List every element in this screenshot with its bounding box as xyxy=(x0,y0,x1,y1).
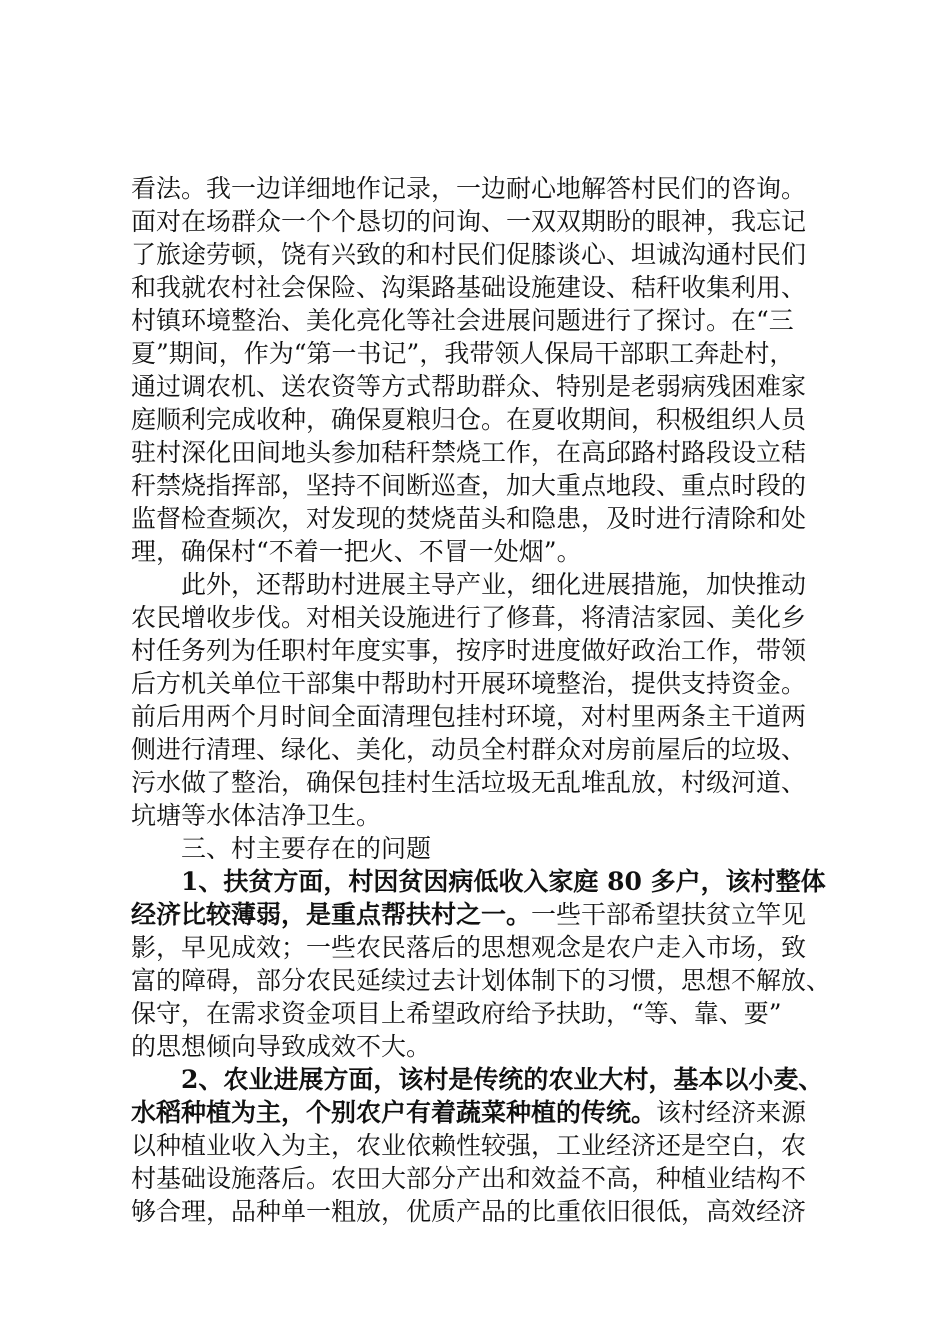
text-line: 通过调农机、送农资等方式帮助群众、特别是老弱病残困难家 xyxy=(131,372,807,401)
text-line: 面对在场群众一个个恳切的问询、一双双期盼的眼神，我忘记 xyxy=(131,207,807,236)
text-line: 理，确保村“不着一把火、不冒一处烟”。 xyxy=(131,537,582,566)
text-line: 后方机关单位干部集中帮助村开展环境整治，提供支持资金。 xyxy=(131,669,807,698)
text-line xyxy=(131,1096,836,1129)
text-line: 2、农业进展方面，该村是传统的农业大村，基本以小麦、 xyxy=(181,1065,824,1094)
text-line: 够合理，品种单一粗放，优质产品的比重依旧很低，高效经济 xyxy=(131,1197,807,1226)
text-line: 坑塘等水体洁净卫生。 xyxy=(131,801,382,830)
paragraph-2 xyxy=(131,568,836,832)
text-line: 夏”期间，作为“第一书记”，我带领人保局干部职工奔赴村， xyxy=(131,339,795,368)
text-line: 庭顺利完成收种，确保夏粮归仓。在夏收期间，积极组织人员 xyxy=(131,405,807,434)
text-line: 监督检查频次，对发现的焚烧苗头和隐患，及时进行清除和处 xyxy=(131,504,807,533)
issue-item-1 xyxy=(131,865,836,1063)
text-line: 看法。我一边详细地作记录，一边耐心地解答村民们的咨询。 xyxy=(131,174,807,203)
text-line: 村镇环境整治、美化亮化等社会进展问题进行了探讨。在“三 xyxy=(131,306,794,335)
bold-text: 水稻种植为主，个别农户有着蔬菜种植的传统。 xyxy=(131,1098,657,1127)
text-line: 前后用两个月时间全面清理包挂村环境，对村里两条主干道两 xyxy=(131,702,807,731)
section-heading: 三、村主要存在的问题 xyxy=(181,834,432,863)
text-line: 以种植业收入为主，农业依赖性较强，工业经济还是空白，农 xyxy=(131,1131,807,1160)
text-line: 驻村深化田间地头参加秸秆禁烧工作，在高邱路村路段设立秸 xyxy=(131,438,807,467)
text-line: 影，早见成效；一些农民落后的思想观念是农户走入市场，致 xyxy=(131,933,807,962)
bold-text: 经济比较薄弱，是重点帮扶村之一。 xyxy=(131,900,532,929)
text-line: 保守，在需求资金项目上希望政府给予扶助，“等、靠、要” xyxy=(131,999,782,1028)
text-line xyxy=(131,898,836,931)
text-line: 此外，还帮助村进展主导产业，细化进展措施，加快推动 xyxy=(181,570,807,599)
text-line: 农民增收步伐。对相关设施进行了修葺，将清洁家园、美化乡 xyxy=(131,603,807,632)
text-line: 和我就农村社会保险、沟渠路基础设施建设、秸秆收集利用、 xyxy=(131,273,807,302)
issue-item-2 xyxy=(131,1063,836,1228)
text-line: 污水做了整治，确保包挂村生活垃圾无乱堆乱放，村级河道、 xyxy=(131,768,807,797)
text-line: 秆禁烧指挥部，坚持不间断巡查，加大重点地段、重点时段的 xyxy=(131,471,807,500)
text-line: 侧进行清理、绿化、美化，动员全村群众对房前屋后的垃圾、 xyxy=(131,735,807,764)
text-line: 的思想倾向导致成效不大。 xyxy=(131,1032,432,1061)
plain-text: 一些干部希望扶贫立竿见 xyxy=(531,900,807,929)
paragraph-1 xyxy=(131,172,836,568)
text-line: 1、扶贫方面，村因贫因病低收入家庭 80 多户，该村整体 xyxy=(181,867,826,896)
plain-text: 该村经济来源 xyxy=(656,1098,807,1127)
document-body xyxy=(131,172,836,1228)
text-line: 村基础设施落后。农田大部分产出和效益不高，种植业结构不 xyxy=(131,1164,807,1193)
text-line: 村任务列为任职村年度实事，按序时进度做好政治工作，带领 xyxy=(131,636,807,665)
text-line: 了旅途劳顿，饶有兴致的和村民们促膝谈心、坦诚沟通村民们 xyxy=(131,240,807,269)
text-line: 富的障碍，部分农民延续过去计划体制下的习惯，思想不解放、 xyxy=(131,966,832,995)
